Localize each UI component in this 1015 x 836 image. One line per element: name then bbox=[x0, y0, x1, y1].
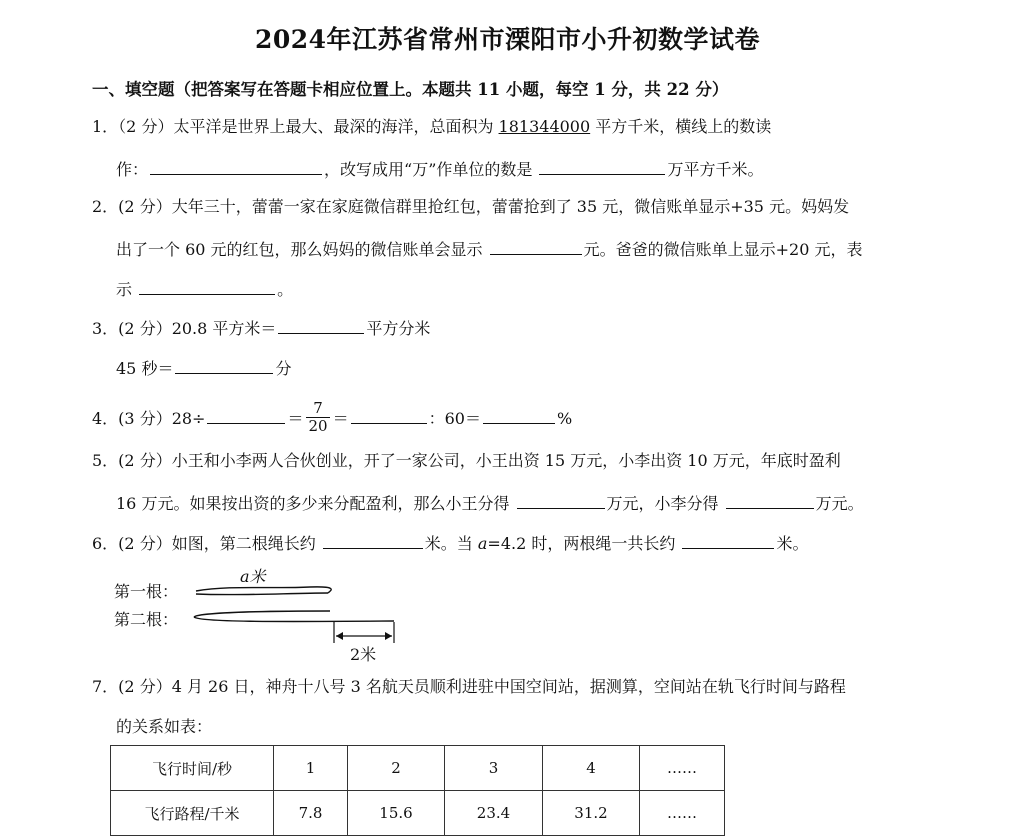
rope-1-curve-lower bbox=[196, 593, 328, 595]
q4-blank-percent[interactable] bbox=[483, 405, 555, 424]
rope-1-label: 第一根： bbox=[114, 582, 179, 601]
table-cell: 2 bbox=[348, 746, 445, 791]
question-2-line-1 bbox=[92, 196, 849, 218]
question-6-line bbox=[92, 530, 808, 555]
table-cell: 飞行路程/千米 bbox=[111, 791, 274, 836]
q5-text-b: 16 万元。如果按出资的多少来分配盈利，那么小王分得 bbox=[116, 494, 515, 513]
q5-text-d: 万元。 bbox=[815, 494, 864, 513]
q3-text-b: 平方分米 bbox=[366, 319, 431, 338]
table-row bbox=[111, 746, 725, 791]
q2-blank-dad[interactable] bbox=[139, 276, 275, 295]
q6-variable-a: a bbox=[477, 534, 488, 553]
q3-blank-time[interactable] bbox=[175, 355, 273, 374]
rope-2-curve-top bbox=[194, 611, 330, 617]
question-3-line-1 bbox=[92, 315, 430, 340]
q4-eq-2: ＝ bbox=[332, 409, 349, 428]
rope-bottom-label: 2米 bbox=[350, 645, 377, 664]
q3-blank-area[interactable] bbox=[278, 315, 364, 334]
q3-text-a: 3．(2 分）20.8 平方米＝ bbox=[92, 319, 277, 338]
q4-fraction bbox=[306, 400, 329, 435]
q6-text-d: 米。 bbox=[776, 534, 809, 553]
dimension-arrow-left bbox=[336, 632, 343, 640]
rope-1-curve bbox=[196, 587, 331, 593]
table-cell: 23.4 bbox=[445, 791, 543, 836]
rope-top-label: a米 bbox=[240, 567, 266, 586]
q6-text-c: =4.2 时，两根绳一共长约 bbox=[487, 534, 681, 553]
q2-text-a: 2．(2 分）大年三十，蕾蕾一家在家庭微信群里抢红包，蕾蕾抢到了 35 元，微信账单显示+35 元。妈妈发 bbox=[92, 197, 850, 216]
q1-blank-read[interactable] bbox=[150, 156, 322, 175]
q4-text-pct: % bbox=[556, 409, 573, 428]
q6-text-b: 米。当 bbox=[424, 534, 478, 553]
q7-text-a: 7．(2 分）4 月 26 日，神舟十八号 3 名航天员顺利进驻中国空间站，据测算，空间站在轨飞行时间与路程 bbox=[92, 677, 846, 696]
question-1-line-2 bbox=[116, 156, 763, 181]
q2-text-b: 出了一个 60 元的红包，那么妈妈的微信账单会显示 bbox=[116, 240, 488, 259]
q5-blank-li[interactable] bbox=[726, 490, 814, 509]
q1-text-d: ，改写成用“万”作单位的数是 bbox=[324, 160, 538, 179]
table-row bbox=[111, 791, 725, 836]
q7-text-b: 的关系如表： bbox=[116, 717, 213, 736]
q1-blank-wan[interactable] bbox=[539, 156, 665, 175]
q5-text-c: 万元，小李分得 bbox=[606, 494, 724, 513]
q4-blank-divisor[interactable] bbox=[207, 405, 285, 424]
q2-text-d: 示 bbox=[116, 280, 138, 299]
flight-table bbox=[110, 745, 725, 836]
q1-text-c: 作： bbox=[116, 160, 149, 179]
q2-text-c: 元。爸爸的微信账单上显示+20 元，表 bbox=[583, 240, 863, 259]
q1-text-b: 平方千米，横线上的数读 bbox=[590, 117, 772, 136]
q4-fraction-numerator: 7 bbox=[306, 400, 329, 418]
question-5-line-2 bbox=[116, 490, 864, 515]
question-2-line-2 bbox=[116, 236, 862, 261]
question-7-line-2 bbox=[116, 716, 212, 738]
table-cell: 1 bbox=[274, 746, 348, 791]
question-5-line-1 bbox=[92, 450, 841, 472]
q3-text-d: 分 bbox=[275, 359, 292, 378]
table-cell: 15.6 bbox=[348, 791, 445, 836]
q4-text-colon: ：60＝ bbox=[428, 409, 481, 428]
question-4-line bbox=[92, 399, 573, 437]
q2-blank-mom[interactable] bbox=[490, 236, 582, 255]
question-7-line-1 bbox=[92, 676, 846, 698]
q4-fraction-denominator: 20 bbox=[308, 417, 328, 435]
question-3-line-2 bbox=[116, 355, 291, 380]
question-1-line-1 bbox=[92, 116, 771, 138]
rope-2-label: 第二根： bbox=[114, 610, 179, 629]
section-heading: 一、填空题（把答案写在答题卡相应位置上。本题共 11 小题，每空 1 分，共 22 分） bbox=[92, 80, 729, 99]
rope-2-curve-bottom bbox=[194, 617, 394, 622]
table-cell: 7.8 bbox=[274, 791, 348, 836]
q4-blank-ratio[interactable] bbox=[351, 405, 427, 424]
table-cell: 31.2 bbox=[543, 791, 640, 836]
table-cell: 3 bbox=[445, 746, 543, 791]
dimension-arrow-right bbox=[385, 632, 392, 640]
table-cell: …… bbox=[640, 791, 725, 836]
q1-text-e: 万平方千米。 bbox=[667, 160, 764, 179]
table-cell: …… bbox=[640, 746, 725, 791]
q3-text-c: 45 秒＝ bbox=[116, 359, 174, 378]
q5-blank-wang[interactable] bbox=[517, 490, 605, 509]
q4-text-a: 4．(3 分）28÷ bbox=[92, 409, 206, 428]
rope-figure bbox=[110, 565, 410, 665]
page-title: 2024年江苏省常州市溧阳市小升初数学试卷 bbox=[254, 25, 761, 54]
q1-text-a: 1．（2 分）太平洋是世界上最大、最深的海洋，总面积为 bbox=[92, 117, 499, 136]
question-2-line-3 bbox=[116, 276, 293, 301]
q1-number: 181344000 bbox=[498, 117, 591, 136]
q6-text-a: 6．(2 分）如图，第二根绳长约 bbox=[92, 534, 321, 553]
q6-blank-total[interactable] bbox=[682, 530, 774, 549]
q5-text-a: 5．(2 分）小王和小李两人合伙创业，开了一家公司，小王出资 15 万元，小李出资 10 万元，年底时盈利 bbox=[92, 451, 841, 470]
table-cell: 飞行时间/秒 bbox=[111, 746, 274, 791]
table-cell: 4 bbox=[543, 746, 640, 791]
q2-text-e: 。 bbox=[277, 280, 294, 299]
q6-blank-second-rope[interactable] bbox=[323, 530, 423, 549]
q4-eq-1: ＝ bbox=[287, 409, 304, 428]
